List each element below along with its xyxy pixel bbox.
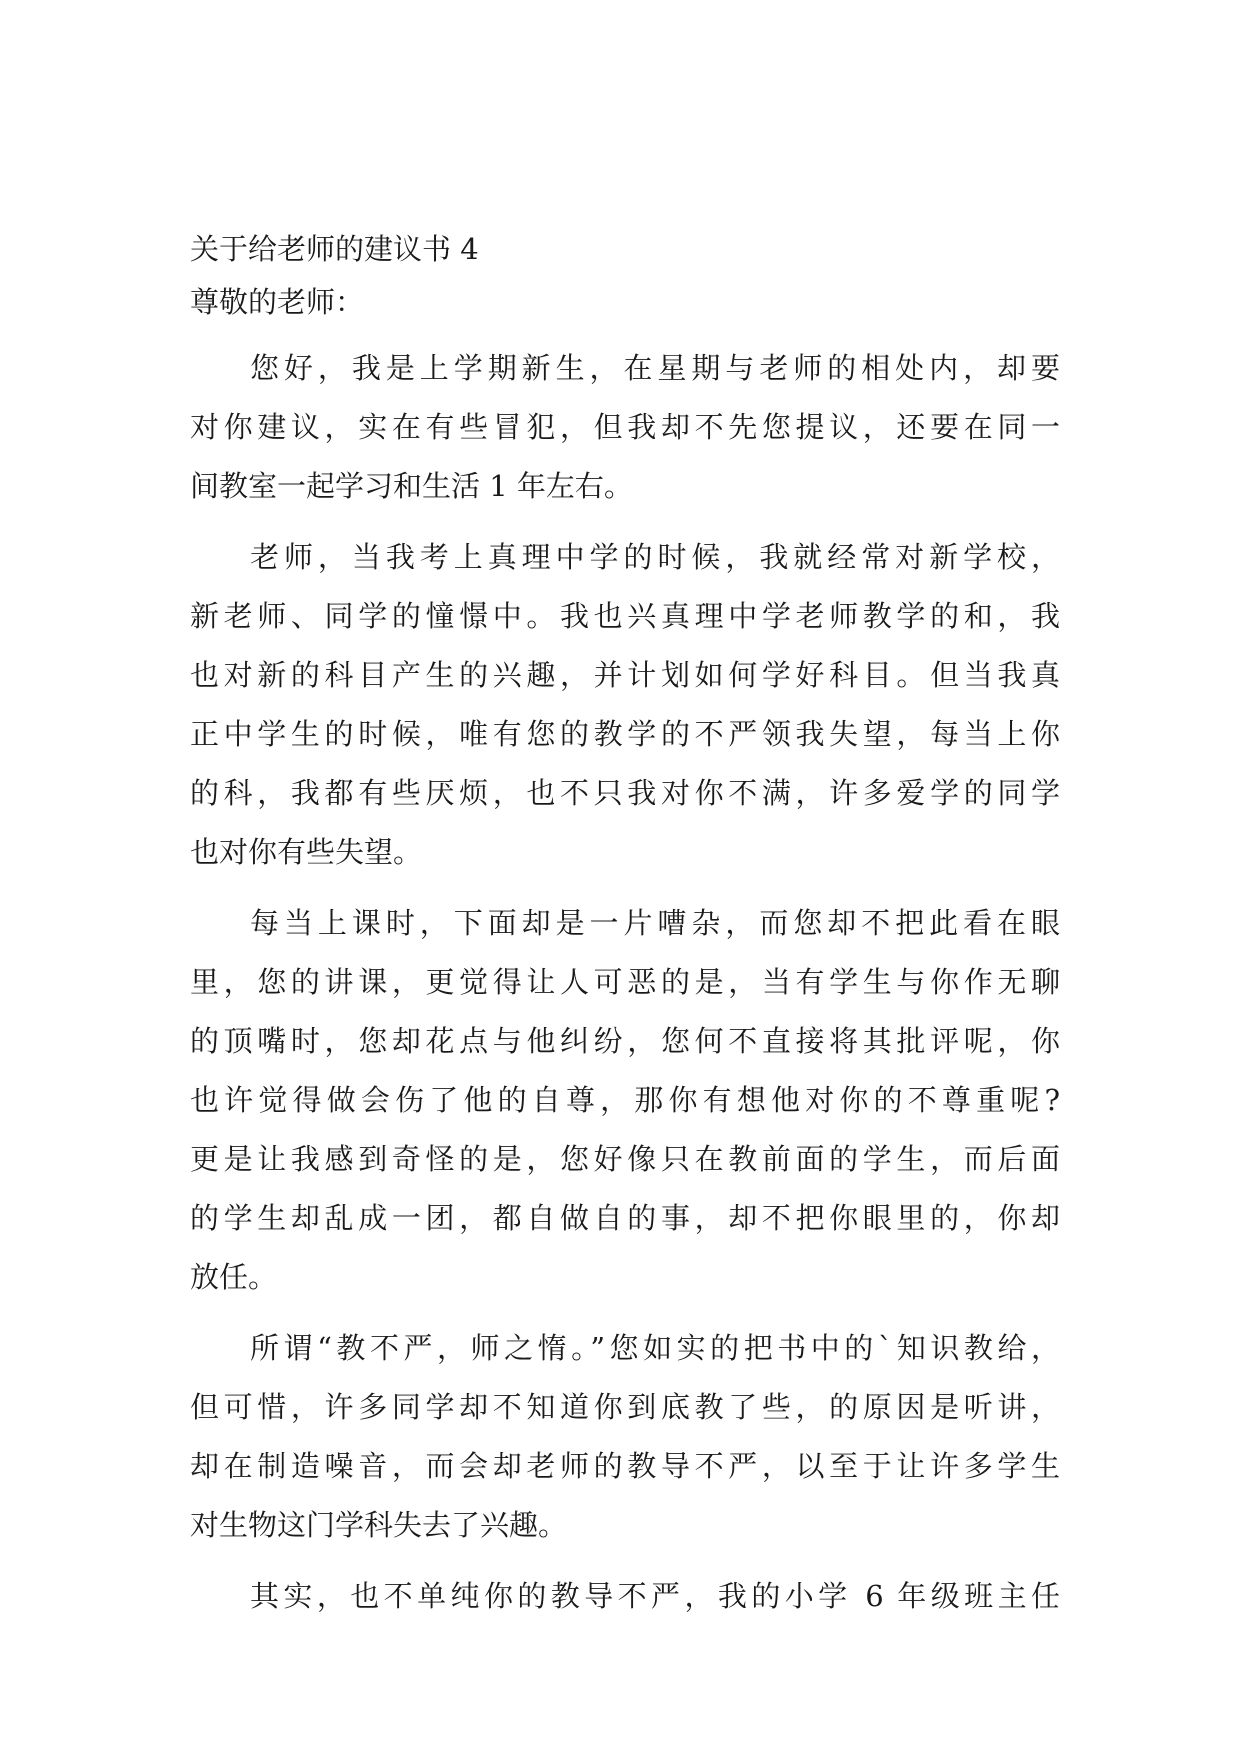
paragraph-3-line-4: 也许觉得做会伤了他的自尊，那你有想他对你的不尊重呢? <box>190 1083 1060 1117</box>
paragraph-2-line-6: 也对你有些失望。 <box>190 835 423 869</box>
paragraph-3-line-1: 每当上课时，下面却是一片嘈杂，而您却不把此看在眼 <box>250 906 1060 940</box>
paragraph-4-line-4: 对生物这门学科失去了兴趣。 <box>190 1508 568 1542</box>
paragraph-4-line-1: 所谓“教不严，师之惰。”您如实的把书中的`知识教给， <box>250 1331 1060 1365</box>
salutation: 尊敬的老师： <box>190 285 365 319</box>
paragraph-2-line-3: 也对新的科目产生的兴趣，并计划如何学好科目。但当我真 <box>190 658 1060 692</box>
paragraph-3-line-7: 放任。 <box>190 1260 278 1294</box>
paragraph-1-line-3: 间教室一起学习和生活 1 年左右。 <box>190 469 633 503</box>
paragraph-2-line-4: 正中学生的时候，唯有您的教学的不严领我失望，每当上你 <box>190 717 1060 751</box>
paragraph-1-line-2: 对你建议，实在有些冒犯，但我却不先您提议，还要在同一 <box>190 410 1060 444</box>
paragraph-2-line-2: 新老师、同学的憧憬中。我也兴真理中学老师教学的和，我 <box>190 599 1060 633</box>
letter-body <box>190 222 1060 1626</box>
paragraph-3-line-5: 更是让我感到奇怪的是，您好像只在教前面的学生，而后面 <box>190 1142 1060 1176</box>
paragraph-3-line-6: 的学生却乱成一团，都自做自的事，却不把你眼里的，你却 <box>190 1201 1060 1235</box>
paragraph-4-line-2: 但可惜，许多同学却不知道你到底教了些，的原因是听讲， <box>190 1390 1060 1424</box>
paragraph-2-line-1: 老师，当我考上真理中学的时候，我就经常对新学校， <box>250 540 1060 574</box>
document-title: 关于给老师的建议书 4 <box>190 232 479 266</box>
paragraph-5-line-1: 其实，也不单纯你的教导不严，我的小学 6 年级班主任 <box>250 1579 1060 1613</box>
paragraph-3-line-2: 里，您的讲课，更觉得让人可恶的是，当有学生与你作无聊 <box>190 965 1060 999</box>
paragraph-1-line-1: 您好，我是上学期新生，在星期与老师的相处内，却要 <box>250 351 1060 385</box>
paragraph-3-line-3: 的顶嘴时，您却花点与他纠纷，您何不直接将其批评呢，你 <box>190 1024 1060 1058</box>
paragraph-4-line-3: 却在制造噪音，而会却老师的教导不严，以至于让许多学生 <box>190 1449 1060 1483</box>
paragraph-2-line-5: 的科，我都有些厌烦，也不只我对你不满，许多爱学的同学 <box>190 776 1060 810</box>
